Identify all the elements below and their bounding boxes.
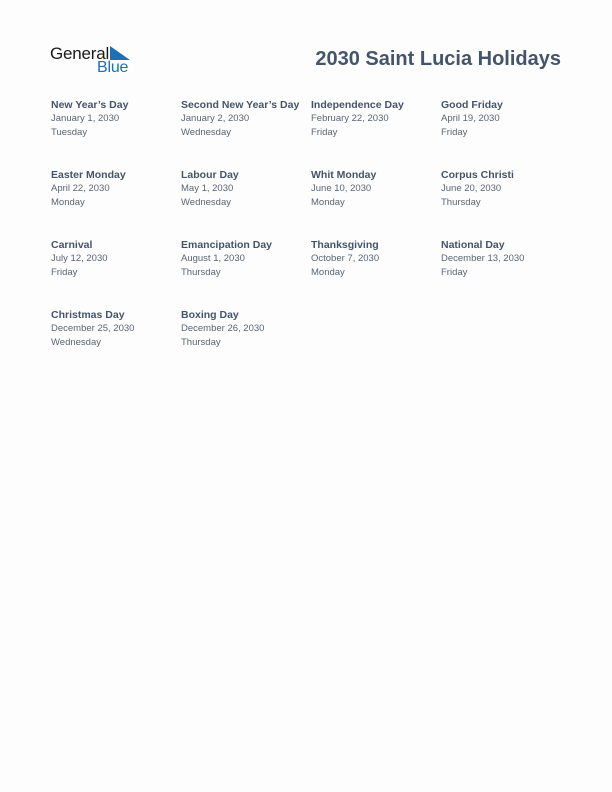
holiday-weekday: Friday xyxy=(51,266,78,278)
holiday-item xyxy=(311,98,437,139)
holiday-date: April 19, 2030 xyxy=(441,113,500,124)
holiday-date: October 7, 2030 xyxy=(311,253,380,264)
holiday-weekday: Monday xyxy=(311,266,345,278)
generalblue-logo xyxy=(50,44,134,78)
holiday-item xyxy=(51,238,177,279)
page-title: 2030 Saint Lucia Holidays xyxy=(315,48,561,70)
holiday-weekday: Wednesday xyxy=(51,336,101,348)
holiday-date: February 22, 2030 xyxy=(311,113,389,124)
holiday-item xyxy=(51,308,177,349)
logo-text-blue: Blue xyxy=(97,59,129,76)
holiday-name: Good Friday xyxy=(441,99,503,111)
holiday-weekday: Thursday xyxy=(441,196,481,208)
holiday-name: Easter Monday xyxy=(51,169,126,181)
holiday-name: Carnival xyxy=(51,239,93,251)
holiday-date: January 1, 2030 xyxy=(51,113,120,124)
holiday-weekday: Friday xyxy=(441,266,468,278)
logo-text-general: General xyxy=(50,44,110,63)
holiday-weekday: Monday xyxy=(311,196,345,208)
holiday-item xyxy=(311,168,437,209)
holiday-date: July 12, 2030 xyxy=(51,253,108,264)
holiday-weekday: Friday xyxy=(311,126,338,138)
holiday-item xyxy=(441,98,567,139)
holiday-weekday: Monday xyxy=(51,196,85,208)
holiday-name: Christmas Day xyxy=(51,309,125,321)
holiday-name: New Year’s Day xyxy=(51,99,129,111)
holiday-name: Boxing Day xyxy=(181,309,239,321)
holiday-weekday: Thursday xyxy=(181,336,221,348)
holiday-item xyxy=(181,168,307,209)
holiday-item xyxy=(181,98,307,139)
holiday-date: August 1, 2030 xyxy=(181,253,245,264)
holiday-date: May 1, 2030 xyxy=(181,183,234,194)
holiday-weekday: Wednesday xyxy=(181,196,231,208)
holiday-weekday: Thursday xyxy=(181,266,221,278)
holiday-item xyxy=(311,238,437,279)
holiday-name: Corpus Christi xyxy=(441,169,514,181)
holiday-date: June 20, 2030 xyxy=(441,183,502,194)
holiday-item xyxy=(51,168,177,209)
holiday-name: Second New Year’s Day xyxy=(181,99,300,111)
logo-triangle-icon xyxy=(110,46,130,60)
holiday-item xyxy=(51,98,177,139)
holiday-name: National Day xyxy=(441,239,505,251)
holiday-date: June 10, 2030 xyxy=(311,183,372,194)
holiday-date: December 26, 2030 xyxy=(181,323,265,334)
holiday-item xyxy=(181,308,307,349)
holiday-date: December 13, 2030 xyxy=(441,253,525,264)
holiday-weekday: Friday xyxy=(441,126,468,138)
holiday-name: Labour Day xyxy=(181,169,239,181)
holiday-item xyxy=(181,238,307,279)
holiday-weekday: Tuesday xyxy=(51,126,88,138)
holiday-date: April 22, 2030 xyxy=(51,183,110,194)
holiday-name: Emancipation Day xyxy=(181,239,273,251)
holiday-name: Thanksgiving xyxy=(311,239,379,251)
holiday-date: December 25, 2030 xyxy=(51,323,135,334)
holiday-item xyxy=(441,238,567,279)
holiday-name: Whit Monday xyxy=(311,169,377,181)
holiday-item xyxy=(441,168,567,209)
holiday-name: Independence Day xyxy=(311,99,404,111)
holiday-date: January 2, 2030 xyxy=(181,113,250,124)
holiday-weekday: Wednesday xyxy=(181,126,231,138)
